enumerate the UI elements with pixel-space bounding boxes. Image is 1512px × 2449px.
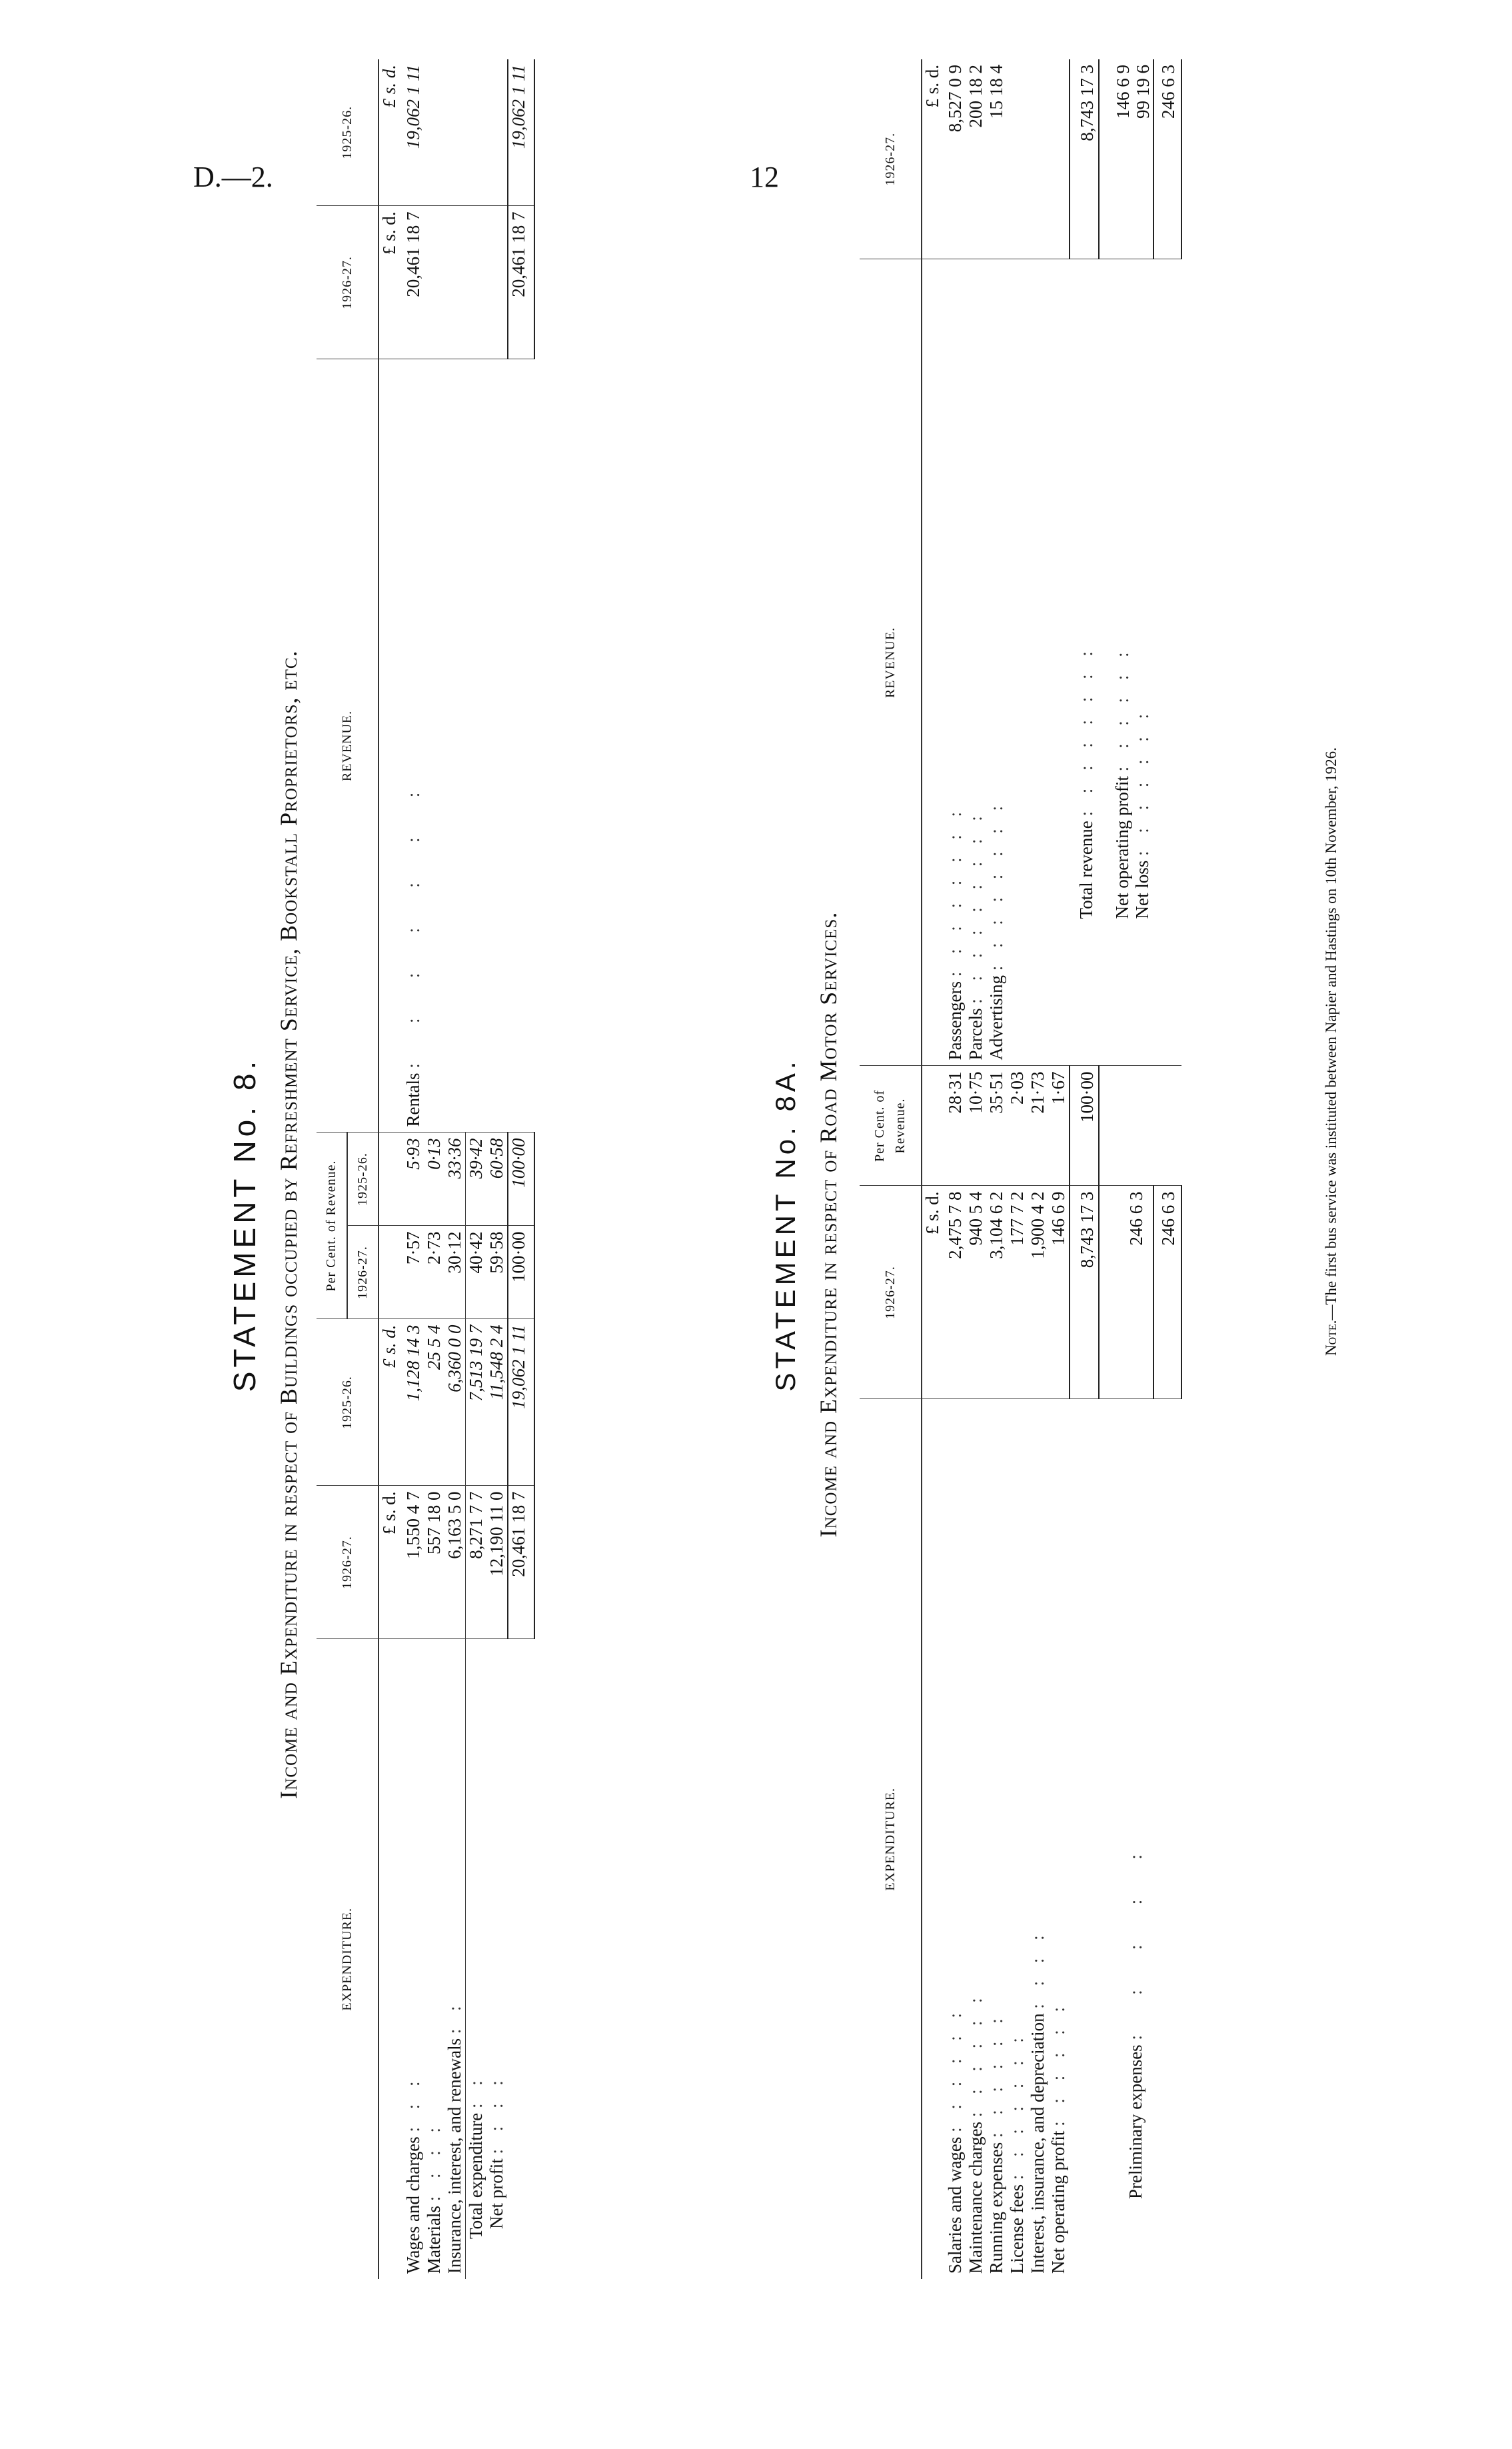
expenditure-total-pct: 100·00 [1070,1066,1099,1186]
amount-1926: 7,513 19 7 [466,1319,487,1486]
revenue-total-1926: 19,062 1 11 [508,59,534,206]
pct-1927: 30·12 [444,1226,466,1319]
amount-1927: 12,190 11 0 [486,1486,508,1639]
revenue-1927: 20,461 18 7 [403,206,424,359]
pct: 35·51 [986,1066,1007,1186]
amount: 177 7 2 [1007,1186,1028,1399]
s8a-head-revenue: REVENUE. [860,259,922,1066]
pct-1927: 7·57 [403,1226,424,1319]
net-amount: 99 19 6 [1133,65,1153,119]
s8a-head-percent: Per Cent. of Revenue. [860,1066,922,1186]
revenue-amount: 200 18 2 [966,59,986,259]
amount-1927: 8,271 7 7 [466,1486,487,1639]
pct: 10·75 [966,1066,986,1186]
amount-1927: 6,163 5 0 [444,1486,466,1639]
amount-1927: 557 18 0 [424,1486,444,1639]
grand-total-1926: 19,062 1 11 [508,1319,534,1486]
table-row: Running expenses : : : : : : 3,104 6 2 35·51 Advertising : : : : : : : : 15 18 4 [986,59,1007,2279]
s8-head-revenue: REVENUE. [317,359,378,1133]
pct-1927: 59·58 [486,1226,508,1319]
s8-lsd: £ s. d. [378,59,403,206]
pct: 21·73 [1028,1066,1048,1186]
net-total: 246 6 3 [1153,59,1181,259]
revenue-total-1927: 20,461 18 7 [508,206,534,359]
s8a-lsd: £ s. d. [922,1186,945,1399]
s8a-head-year: 1926-27. [860,1186,922,1399]
s8a-lsd: £ s. d. [922,59,945,259]
revenue-total-label: Total revenue [1076,821,1096,919]
revenue-label: Passengers [945,981,965,1061]
row-label: Total expenditure [466,2112,486,2239]
amount-1926: 6,360 0 0 [444,1319,466,1486]
s8-head-1926: 1925-26. [317,1319,378,1486]
statement8a-title: STATEMENT No. 8A. [770,1057,801,1392]
revenue-label: Advertising [986,975,1006,1061]
statement8a-table [860,59,1182,2279]
amount-1926: 1,128 14 3 [403,1319,424,1486]
table-row: 8,743 17 3 100·00 Total revenue : : : : : : : : 8,743 17 3 [1070,59,1099,2279]
statement8-subtitle: Income and Expenditure in respect of Buildings occupied by Refreshment Service, Bookstall Proprietors, etc. [275,650,302,1799]
row-label: Maintenance charges [966,2121,986,2274]
row-label: Net operating profit [1048,2130,1068,2274]
preliminary-amount: 246 6 3 [1099,1186,1153,1399]
s8a-head-rev-year: 1926-27. [860,59,922,259]
pct-1927: 40·42 [466,1226,487,1319]
grand-pct-1927: 100·00 [508,1226,534,1319]
pct-1926: 5·93 [403,1133,424,1226]
table-row: Insurance, interest, and renewals : : 6,163 5 0 6,360 0 0 30·12 33·36 [444,59,466,2279]
pct-1926: 0·13 [424,1133,444,1226]
page-number: 12 [750,161,779,193]
statement8a-subtitle: Income and Expenditure in respect of Road Motor Services. [815,911,842,1538]
table-row: Interest, insurance, and depreciation : : : : 1,900 4 2 21·73 [1028,59,1048,2279]
row-label: Wages and charges [403,2136,423,2274]
pct-1927: 2·73 [424,1226,444,1319]
footnote [1323,747,1340,1356]
revenue-total: 8,743 17 3 [1070,59,1099,259]
revenue-amount: 8,527 0 9 [945,59,966,259]
amount: 1,900 4 2 [1028,1186,1048,1399]
net-label: Net loss [1132,860,1152,919]
s8-head-expenditure: EXPENDITURE. [317,1639,378,2279]
s8-head-percent: Per Cent. of Revenue. [317,1133,347,1319]
row-label: License fees [1007,2184,1027,2274]
s8-head-rev-1927: 1926-27. [317,206,378,359]
pct-1926: 33·36 [444,1133,466,1226]
s8-head-1927: 1926-27. [317,1486,378,1639]
page-header-left: D.—2. [193,161,273,193]
amount: 2,475 7 8 [945,1186,966,1399]
amount-1926: 25 5 4 [424,1319,444,1486]
table-row: License fees : : : : : : : 177 7 2 2·03 [1007,59,1028,2279]
preliminary-total: 246 6 3 [1153,1186,1181,1399]
s8-head-pc-1927: 1926-27. [347,1226,378,1319]
grand-pct-1926: 100·00 [508,1133,534,1226]
row-label: Running expenses [986,2142,1006,2274]
statement8-title: STATEMENT No. 8. [227,1057,262,1392]
table-row [1153,59,1181,2279]
s8-lsd: £ s. d. [378,1319,403,1486]
amount: 3,104 6 2 [986,1186,1007,1399]
table-row: Maintenance charges : : : : : : 940 5 4 10·75 Parcels : : : : : : : : : 200 18 2 [966,59,986,2279]
table-row [508,59,534,2279]
table-row: Salaries and wages : : : : : : 2,475 7 8 28·31 Passengers : : : : : : : : 8,527 0 9 [945,59,966,2279]
revenue-1926: 19,062 1 11 [403,59,424,206]
table-row: Total expenditure : : 8,271 7 7 7,513 19 7 40·42 39·42 [466,59,487,2279]
row-label: Insurance, interest, and renewals [444,2038,464,2274]
expenditure-total: 8,743 17 3 [1070,1186,1099,1399]
revenue-label: Rentals [403,1073,423,1127]
amount-1926: 11,548 2 4 [486,1319,508,1486]
pct-1926: 60·58 [486,1133,508,1226]
row-label: Preliminary expenses [1126,2044,1145,2199]
s8-lsd: £ s. d. [378,206,403,359]
amount-1927: 1,550 4 7 [403,1486,424,1639]
revenue-label: Parcels [966,1008,986,1061]
note-text: —The first bus service was instituted between Napier and Hastings on 10th November, 1926. [1323,747,1339,1320]
pct-1926: 39·42 [466,1133,487,1226]
pct: 2·03 [1007,1066,1028,1186]
net-amount: 146 6 9 [1113,65,1133,119]
statement8-table [317,59,535,2279]
s8-head-rev-1926: 1925-26. [317,59,378,206]
row-label: Materials [424,2206,444,2274]
pct: 1·67 [1048,1066,1070,1186]
table-row: Wages and charges : : : 1,550 4 7 1,128 14 3 7·57 5·93 Rentals : : : : : : : 20,461 18 7 19,062 1 11 [403,59,424,2279]
table-row: Preliminary expenses : : : : : 246 6 3 Net operating profit : : : : : : Net loss : : : : : : : 146 6 9 99 19 6 [1099,59,1153,2279]
table-row: Materials : : : : 557 18 0 25 5 4 2·73 0·13 [424,59,444,2279]
row-label: Interest, insurance, and depreciation [1028,2013,1048,2274]
table-row: Net profit : : : : 12,190 11 0 11,548 2 4 59·58 60·58 [486,59,508,2279]
row-label: Net profit [486,2158,506,2229]
row-label: Salaries and wages [945,2136,965,2274]
grand-total-1927: 20,461 18 7 [508,1486,534,1639]
s8-head-pc-1926: 1925-26. [347,1133,378,1226]
net-label: Net operating profit [1112,776,1132,919]
pct: 28·31 [945,1066,966,1186]
amount: 940 5 4 [966,1186,986,1399]
table-row: Net operating profit : : : : : : 146 6 9 1·67 [1048,59,1070,2279]
revenue-amount: 15 18 4 [986,59,1007,259]
note-label: Note. [1323,1320,1339,1356]
amount: 146 6 9 [1048,1186,1070,1399]
s8-lsd: £ s. d. [378,1486,403,1639]
s8a-head-expenditure: EXPENDITURE. [860,1399,922,2279]
